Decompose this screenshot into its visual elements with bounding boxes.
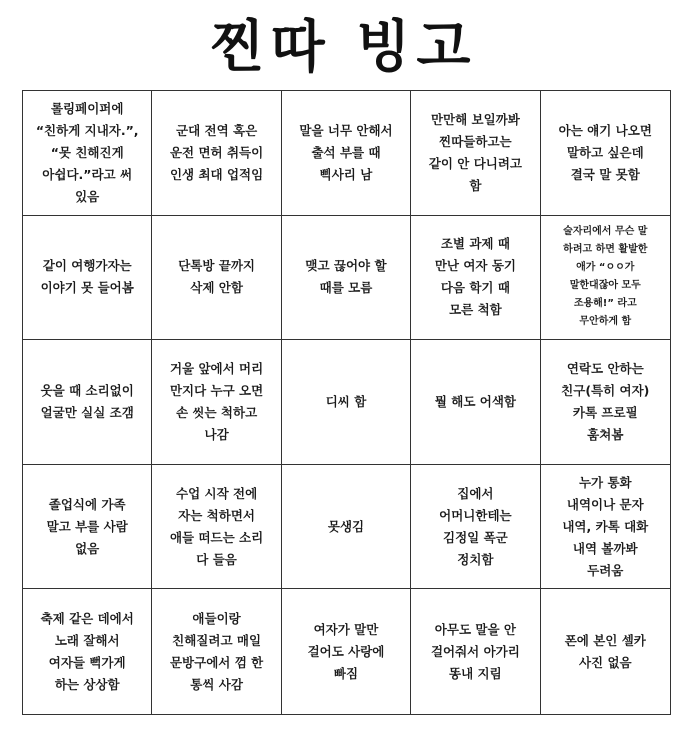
bingo-cell-text: 군대 전역 혹은 운전 면허 취득이 인생 최대 업적임: [169, 122, 264, 182]
bingo-cell-text: 연락도 안하는 친구(특히 여자) 카톡 프로필 훔쳐봄: [561, 360, 650, 442]
bingo-cell-text: 술자리에서 무슨 말 하려고 하면 활발한 애가 “ㅇㅇ가 말한대잖아 모두 조용해!” 라고 무안하게 함: [563, 226, 648, 328]
bingo-cell: [541, 91, 670, 216]
bingo-board: [22, 90, 671, 715]
bingo-cell: [152, 216, 281, 341]
bingo-cell: [282, 589, 411, 714]
bingo-cell-text: 여자가 말만 걸어도 사랑에 빠짐: [307, 621, 385, 681]
bingo-cell-text: 폰에 본인 셀카 사진 없음: [564, 632, 646, 670]
bingo-cell-text: 롤링페이퍼에 “친하게 지내자.”, “못 친해진게 아쉽다.”라고 써 있음: [35, 100, 139, 204]
bingo-cell: [23, 216, 152, 341]
bingo-cell-text: 수업 시작 전에 자는 척하면서 애들 떠드는 소리 다 들음: [169, 485, 264, 567]
bingo-cell-text: 맺고 끊어야 할 때를 모름: [305, 258, 387, 296]
bingo-cell-text: 아무도 말을 안 걸어줘서 아가리 똥내 지림: [430, 621, 520, 681]
bingo-cell: [541, 216, 670, 341]
bingo-cell: [541, 340, 670, 465]
bingo-cell: [23, 340, 152, 465]
bingo-cell: [23, 91, 152, 216]
bingo-cell: [152, 91, 281, 216]
bingo-cell-text: 웃을 때 소리없이 얼굴만 실실 조갬: [40, 382, 134, 420]
bingo-cell: [282, 340, 411, 465]
bingo-cell-text: 조별 과제 때 만난 여자 동기 다음 학기 때 모른 척함: [434, 236, 516, 318]
bingo-cell-text: 디씨 함: [325, 393, 367, 409]
bingo-cell-text: 같이 여행가자는 이야기 못 들어봄: [40, 258, 134, 296]
bingo-cell: [411, 589, 540, 714]
bingo-cell: [411, 465, 540, 590]
bingo-cell: [23, 589, 152, 714]
bingo-cell: [152, 340, 281, 465]
bingo-cell-text: 뭘 해도 어색함: [434, 393, 516, 409]
bingo-cell-text: 축제 같은 데에서 노래 잘해서 여자들 뻑가게 하는 상상함: [40, 610, 134, 692]
page-title: 찐따 빙고: [210, 14, 477, 80]
bingo-cell: [411, 216, 540, 341]
bingo-cell-text: 거울 앞에서 머리 만지다 누구 오면 손 씻는 척하고 나감: [169, 360, 264, 442]
bingo-cell: [152, 465, 281, 590]
bingo-cell: [411, 91, 540, 216]
bingo-cell-text: 아는 얘기 나오면 말하고 싶은데 결국 말 못함: [558, 122, 652, 182]
bingo-cell-text: 말을 너무 안해서 출석 부를 때 삑사리 남: [299, 122, 393, 182]
bingo-cell-text: 애들이랑 친해질려고 매일 문방구에서 껌 한 통씩 사감: [169, 610, 264, 692]
bingo-cell: [23, 465, 152, 590]
bingo-cell: [282, 465, 411, 590]
bingo-cell-text: 만만해 보일까봐 찐따들하고는 같이 안 다니려고 함: [428, 111, 522, 193]
bingo-cell-text: 집에서 어머니한테는 김정일 폭군 정치함: [439, 485, 512, 567]
bingo-cell-text: 누가 통화 내역이나 문자 내역, 카톡 대화 내역 볼까봐 두려움: [562, 474, 649, 578]
bingo-cell: [152, 589, 281, 714]
bingo-cell: [282, 91, 411, 216]
bingo-cell-text: 단톡방 끝까지 삭제 안함: [178, 258, 255, 296]
bingo-cell-text: 못생김: [327, 518, 365, 534]
bingo-cell: [541, 589, 670, 714]
bingo-cell: [541, 465, 670, 590]
bingo-cell: [411, 340, 540, 465]
bingo-cell-text: 졸업식에 가족 말고 부를 사람 없음: [46, 496, 128, 556]
bingo-cell: [282, 216, 411, 341]
